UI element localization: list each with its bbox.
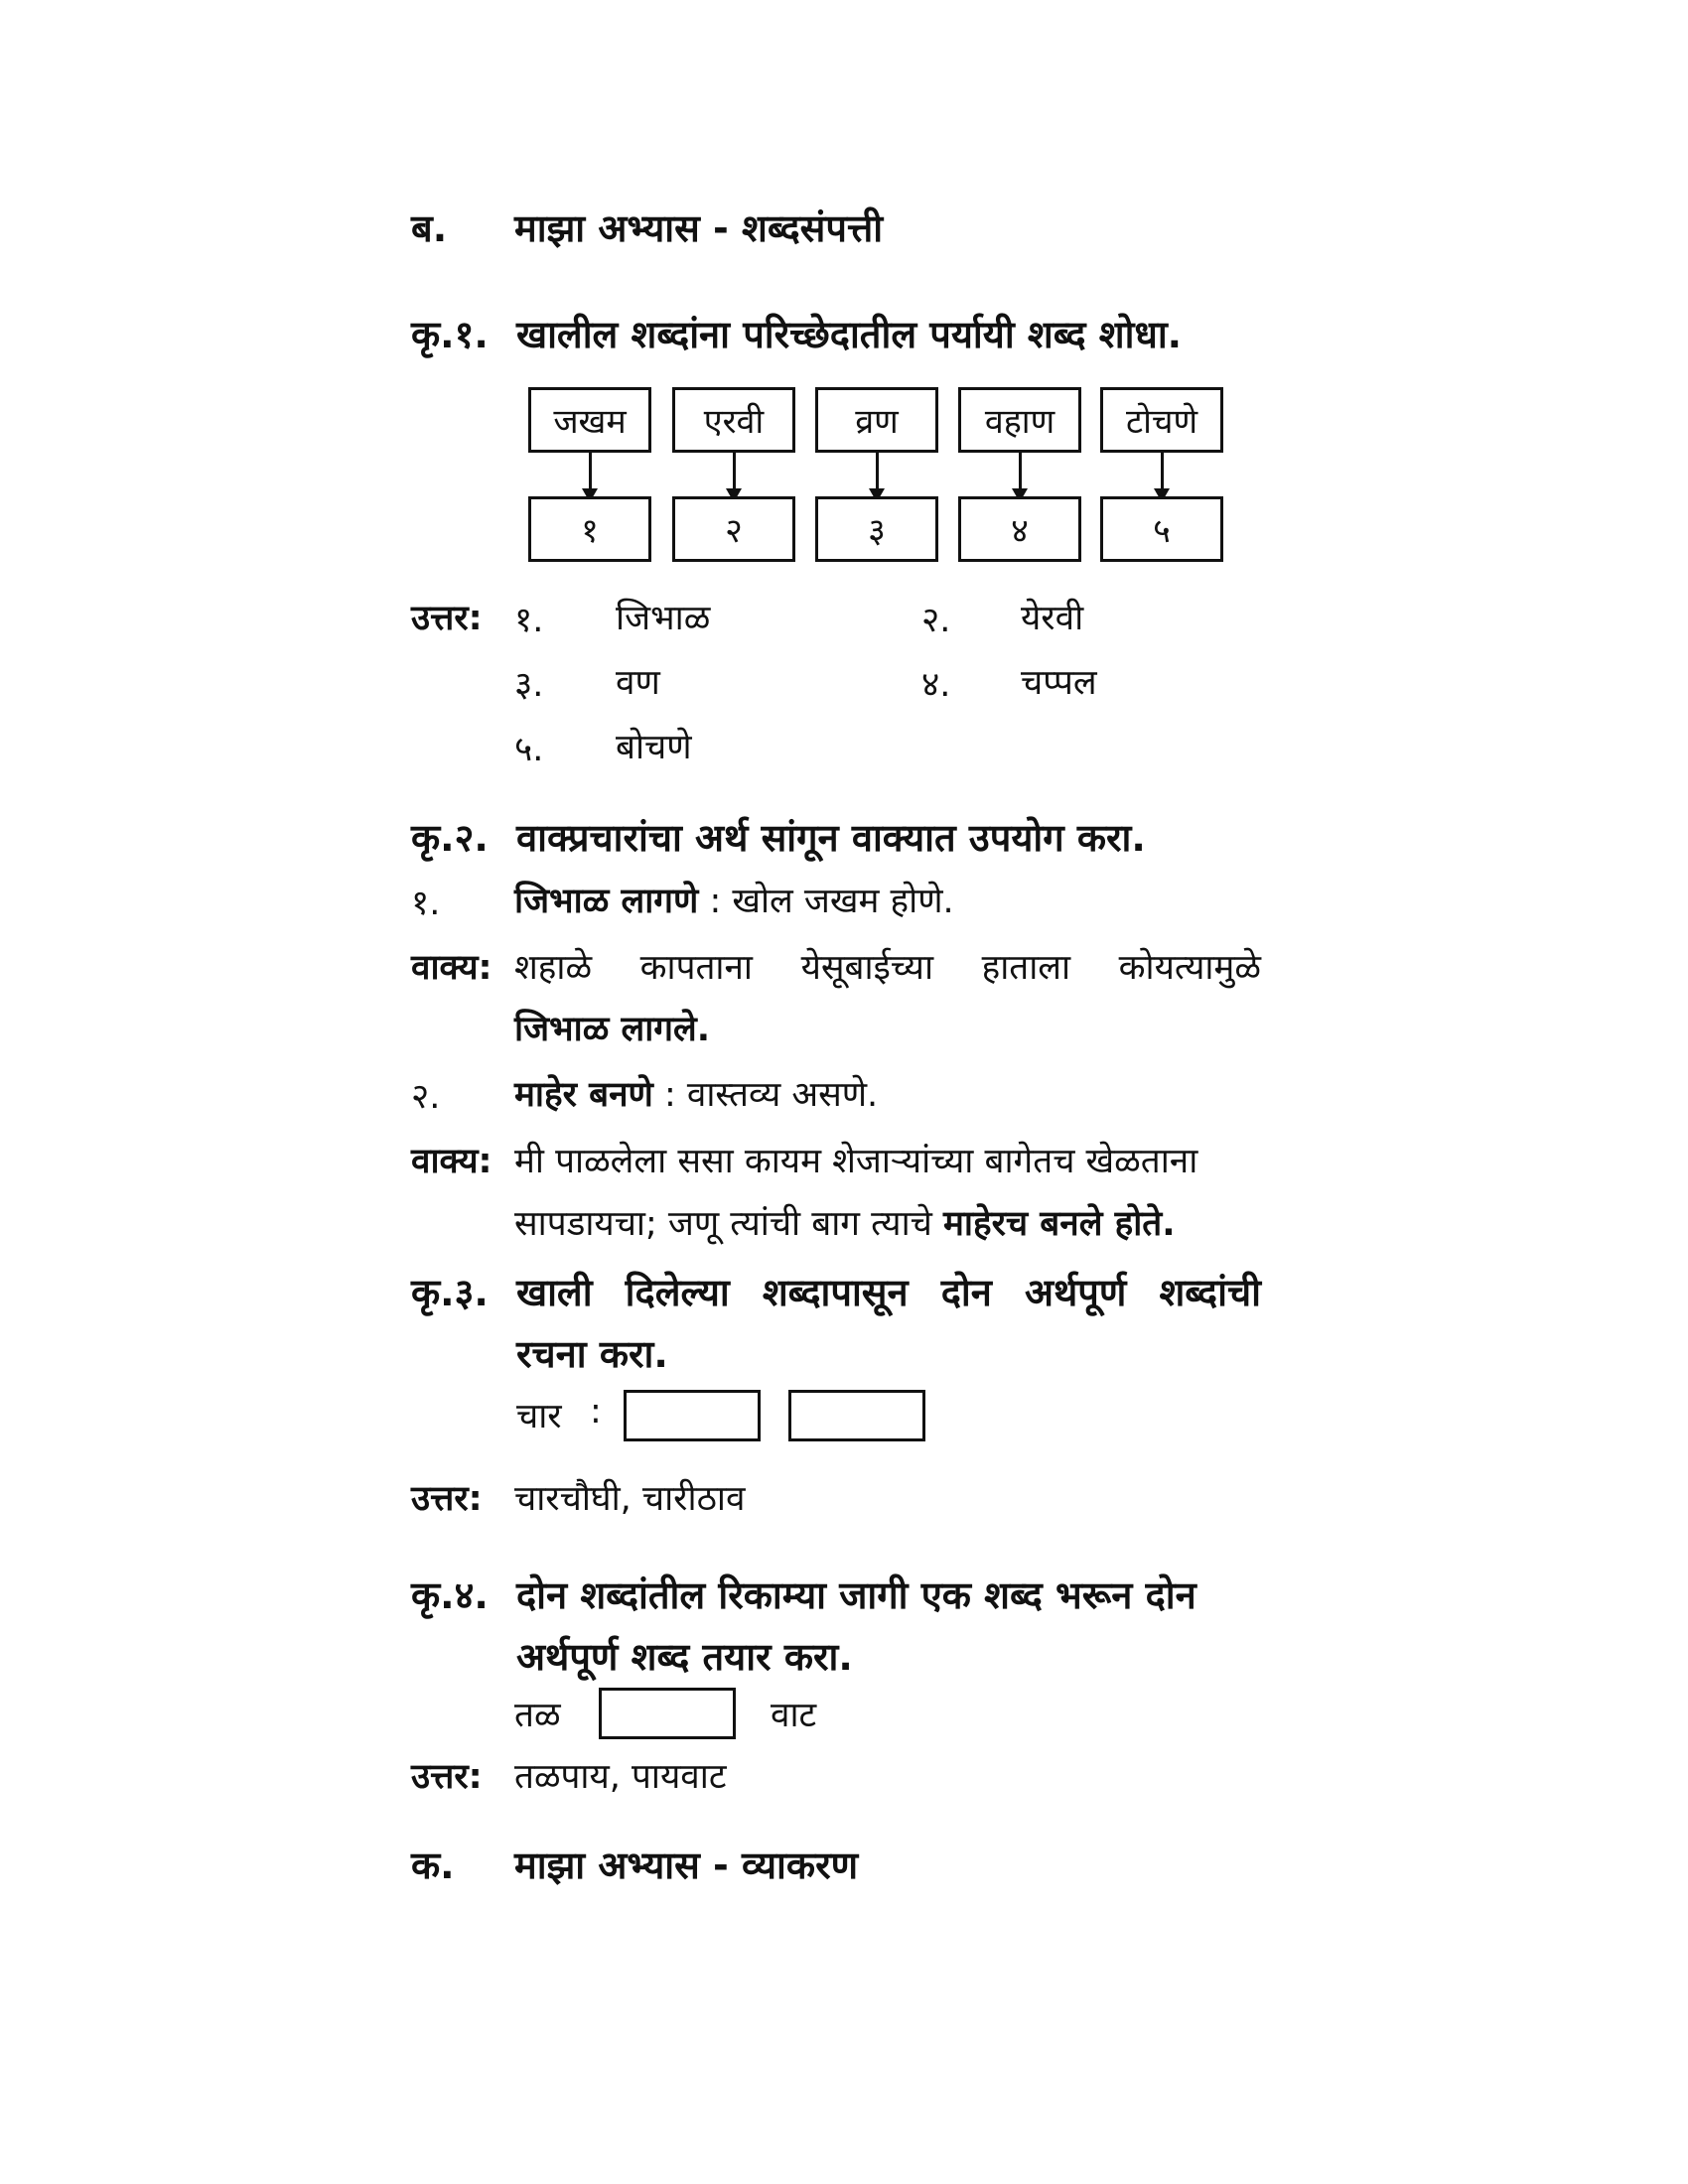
answer-word: बोचणे — [616, 728, 692, 767]
q2-number: कृ.२. — [411, 816, 489, 860]
q4-question-line: अर्थपूर्ण शब्द तयार करा. — [516, 1635, 853, 1679]
q3-word: चार — [516, 1397, 562, 1436]
idiom-meaning: : वास्तव्य असणे. — [663, 1075, 879, 1115]
q3-question-line: रचना करा. — [516, 1332, 668, 1376]
section-b-marker: ब. — [411, 206, 448, 250]
q3-number: कृ.३. — [411, 1271, 489, 1314]
q3-answer-label: उत्तर: — [411, 1479, 483, 1519]
sentence-word: येसूबाईच्या — [800, 948, 934, 988]
sentence-word: कोयत्यामुळे — [1118, 948, 1261, 988]
q1-number: कृ.१. — [411, 313, 489, 356]
sentence-word: कापताना — [639, 948, 753, 988]
number-box-1: १ — [528, 496, 651, 562]
blank-box — [599, 1688, 736, 1739]
item-number: १. — [411, 884, 441, 923]
q4-question-line: दोन शब्दांतील रिकाम्या जागी एक शब्द भरून दोन — [516, 1573, 1196, 1617]
sentence-plain: सापडायचा; जणू त्यांची बाग त्याचे — [514, 1204, 943, 1244]
question-word: अर्थपूर्ण — [1024, 1271, 1127, 1314]
sentence-word: शहाळे — [514, 948, 593, 988]
answer-number: ५. — [514, 730, 544, 769]
example-sentence-line — [514, 943, 1261, 990]
blank-box — [788, 1390, 925, 1441]
answer-number: २. — [921, 601, 951, 640]
question-word: शब्दांची — [1159, 1271, 1261, 1314]
q4-left-word: तळ — [514, 1696, 561, 1735]
sentence-bold: माहेरच बनले होते. — [942, 1204, 1176, 1244]
q1-question: खालील शब्दांना परिच्छेदातील पर्यायी शब्द शोधा. — [516, 313, 1183, 356]
q1-answer-label: उत्तर: — [411, 599, 483, 638]
idiom-meaning: : खोल जखम होणे. — [709, 882, 954, 921]
number-box-2: २ — [672, 496, 795, 562]
answer-word: वण — [616, 663, 660, 703]
blank-box — [624, 1390, 761, 1441]
answer-word: चप्पल — [1021, 663, 1097, 703]
word-box-3: व्रण — [815, 387, 938, 453]
example-sentence-line — [514, 1199, 1176, 1246]
arrow-down-icon — [733, 453, 736, 490]
q4-right-word: वाट — [771, 1696, 817, 1735]
q3-question-line — [516, 1266, 1261, 1317]
q3-answer: चारचौघी, चारीठाव — [514, 1479, 746, 1519]
idiom-phrase: माहेर बनणे — [514, 1075, 653, 1115]
question-word: शब्दापासून — [762, 1271, 909, 1314]
answer-word: जिभाळ — [616, 599, 711, 638]
word-box-1: जखम — [528, 387, 651, 453]
arrow-down-icon — [1161, 453, 1164, 490]
arrow-down-icon — [876, 453, 879, 490]
sentence-word: हाताला — [981, 948, 1071, 988]
number-box-5: ५ — [1100, 496, 1223, 562]
q2-question: वाक्प्रचारांचा अर्थ सांगून वाक्यात उपयोग करा. — [516, 816, 1146, 860]
q4-answer: तळपाय, पायवाट — [514, 1757, 727, 1797]
arrow-down-icon — [1019, 453, 1022, 490]
section-k-marker: क. — [411, 1843, 455, 1887]
answer-number: १. — [514, 601, 544, 640]
q4-answer-label: उत्तर: — [411, 1757, 483, 1797]
number-box-4: ४ — [958, 496, 1081, 562]
idiom-phrase: जिभाळ लागणे — [514, 882, 699, 921]
q3-colon: : — [590, 1392, 602, 1432]
answer-number: ३. — [514, 665, 544, 705]
sentence-label: वाक्य: — [411, 1142, 492, 1181]
word-box-4: वहाण — [958, 387, 1081, 453]
idiom-line — [514, 1070, 878, 1117]
word-box-5: टोचणे — [1100, 387, 1223, 453]
q4-number: कृ.४. — [411, 1573, 489, 1617]
example-sentence-line: मी पाळलेला ससा कायम शेजाऱ्यांच्या बागेतच खेळताना — [514, 1142, 1198, 1181]
question-word: खाली — [516, 1271, 593, 1314]
idiom-line — [514, 877, 954, 923]
section-b-title: माझा अभ्यास - शब्दसंपत्ती — [514, 206, 884, 250]
number-box-3: ३ — [815, 496, 938, 562]
sentence-label: वाक्य: — [411, 948, 492, 988]
item-number: २. — [411, 1077, 441, 1117]
example-sentence-bold: जिभाळ लागले. — [514, 1010, 711, 1049]
arrow-down-icon — [589, 453, 592, 490]
answer-word: येरवी — [1021, 599, 1084, 638]
answer-number: ४. — [921, 665, 951, 705]
word-box-2: एरवी — [672, 387, 795, 453]
question-word: दिलेल्या — [625, 1271, 730, 1314]
question-word: दोन — [940, 1271, 992, 1314]
section-k-title: माझा अभ्यास - व्याकरण — [514, 1843, 859, 1887]
